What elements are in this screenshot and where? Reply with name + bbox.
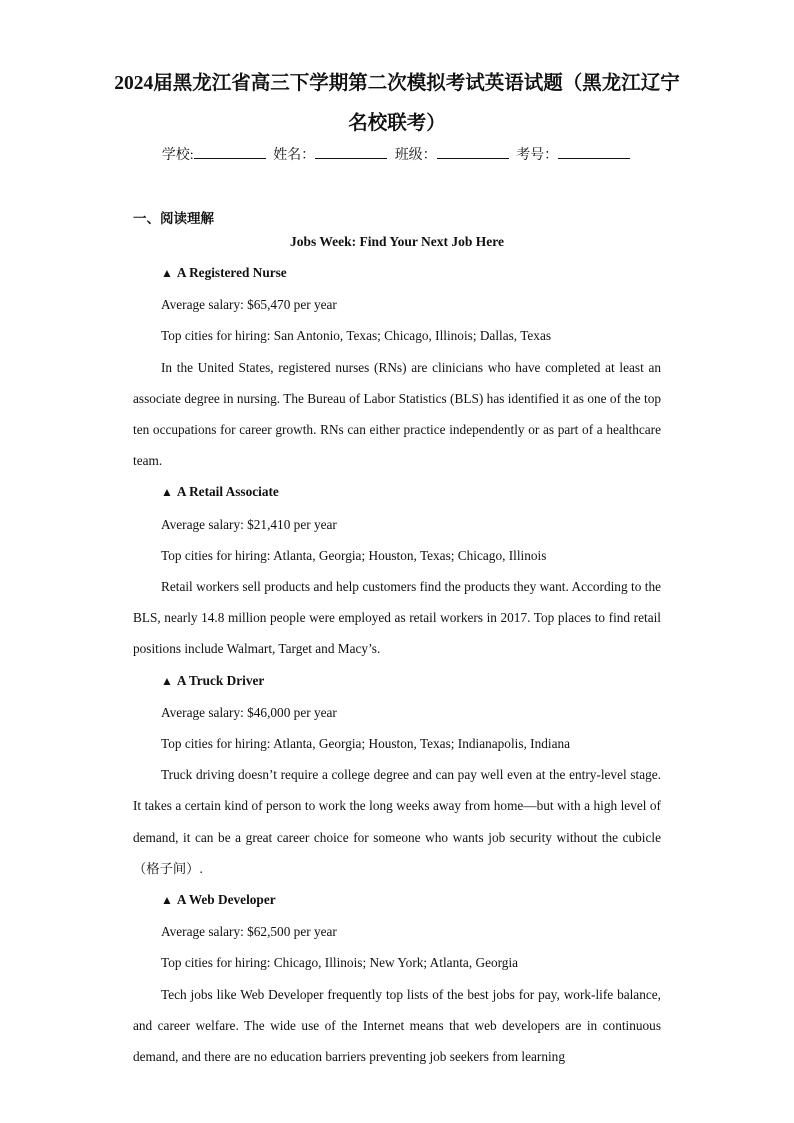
class-blank[interactable] — [437, 145, 509, 159]
job-cities: Top cities for hiring: Chicago, Illinois; New York; Atlanta, Georgia — [161, 955, 519, 971]
school-field — [162, 144, 268, 164]
school-blank[interactable] — [194, 145, 266, 159]
job-entry — [133, 665, 661, 884]
document-title: 2024届黑龙江省高三下学期第二次模拟考试英语试题（黑龙江辽宁名校联考） — [114, 73, 680, 134]
class-field — [395, 144, 511, 164]
passage-content — [133, 257, 661, 1072]
job-description: Retail workers sell products and help customers find the products they want. According to the BLS, nearly 14.8 million people were employed as retail workers in 2017. Top places to find retail positions include Walmart, Target and Macy’s. — [133, 579, 661, 657]
triangle-icon: ▲ — [161, 266, 173, 280]
job-entry — [133, 884, 661, 1072]
job-cities: Top cities for hiring: Atlanta, Georgia; Houston, Texas; Chicago, Illinois — [161, 547, 547, 563]
job-salary: Average salary: $46,000 per year — [161, 704, 337, 720]
exam-number-field — [516, 144, 632, 164]
job-heading — [133, 884, 661, 916]
job-entry — [133, 476, 661, 664]
name-label: 姓名： — [273, 148, 316, 163]
exam-number-label: 考号： — [516, 148, 559, 163]
job-heading — [133, 476, 661, 508]
school-label: 学校: — [161, 148, 194, 163]
job-title: A Truck Driver — [176, 672, 265, 688]
job-cities: Top cities for hiring: Atlanta, Georgia; Houston, Texas; Indianapolis, Indiana — [161, 736, 571, 752]
job-cities: Top cities for hiring: San Antonio, Texas; Chicago, Illinois; Dallas, Texas — [161, 328, 552, 344]
job-heading — [133, 257, 661, 289]
job-title: A Retail Associate — [176, 484, 279, 500]
triangle-icon: ▲ — [161, 485, 173, 500]
job-heading — [133, 665, 661, 697]
student-info-line — [0, 144, 794, 164]
name-blank[interactable] — [315, 145, 387, 159]
job-description: Truck driving doesn’t require a college degree and can pay well even at the entry-level stage. It takes a certain kind of person to work the long weeks away from home—but with a high level of demand, it can be a great career choice for someone who wants job security without the cubicle （格子间）. — [133, 767, 661, 876]
job-salary: Average salary: $62,500 per year — [161, 924, 337, 940]
triangle-icon: ▲ — [161, 893, 173, 908]
job-description: Tech jobs like Web Developer frequently top lists of the best jobs for pay, work-life balance, and career welfare. The wide use of the Internet means that web developers are in continuous demand, and there are no education barriers preventing job seekers from learning — [133, 986, 661, 1065]
exam-number-blank[interactable] — [558, 145, 630, 159]
passage-title: Jobs Week: Find Your Next Job Here — [289, 234, 504, 249]
job-salary: Average salary: $21,410 per year — [161, 516, 337, 532]
job-title: A Web Developer — [176, 892, 276, 908]
triangle-icon: ▲ — [161, 673, 173, 688]
section-heading: 一、阅读理解 — [133, 211, 214, 226]
job-entry — [133, 257, 661, 476]
name-field — [273, 144, 389, 164]
job-salary: Average salary: $65,470 per year — [161, 297, 337, 313]
job-title: A Registered Nurse — [176, 265, 287, 280]
job-description: In the United States, registered nurses (RNs) are clinicians who have completed at least an associate degree in nursing. The Bureau of Labor Statistics (BLS) has identified it as one of the top ten occupations for career growth. RNs can either practice independently or as part of a healthcare team. — [133, 359, 661, 469]
class-label: 班级： — [394, 148, 437, 163]
